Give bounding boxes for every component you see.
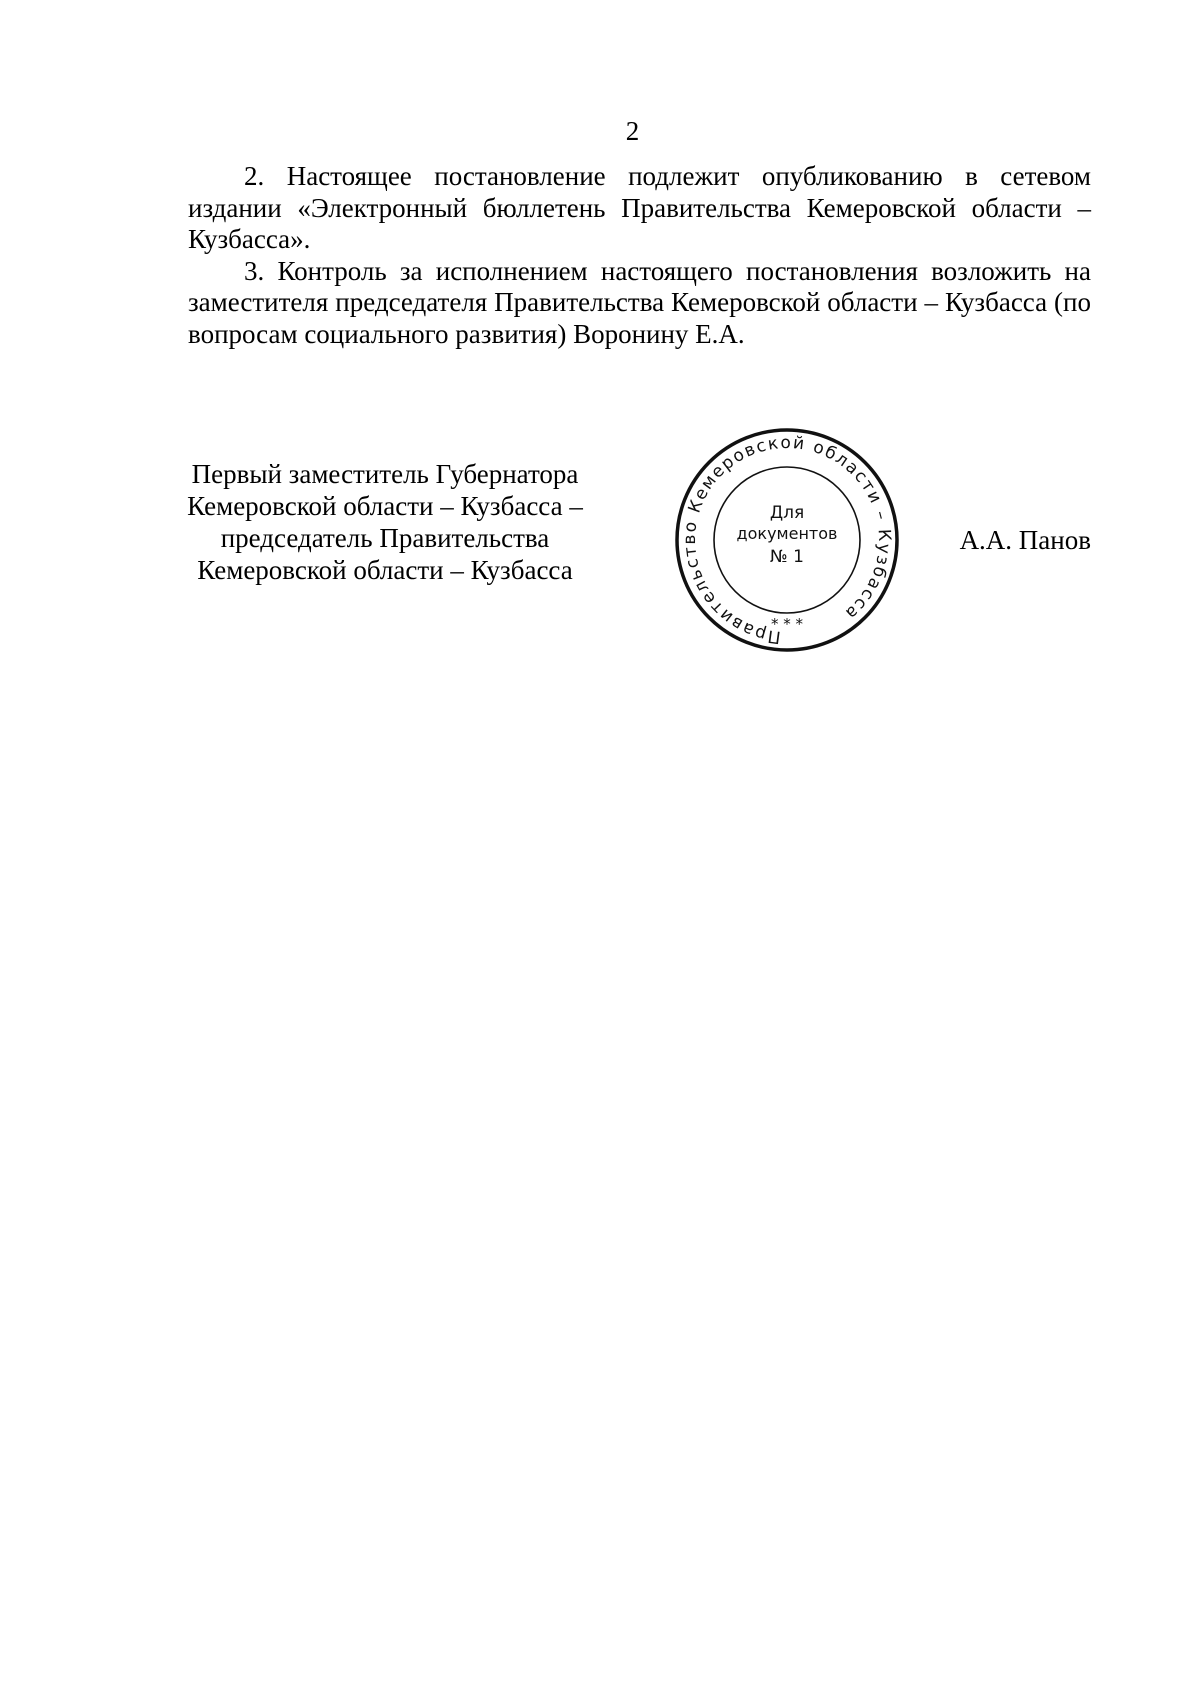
signatory-name: А.А. Панов (959, 525, 1091, 555)
position-line: Кемеровской области – Кузбасса (197, 555, 573, 585)
seal-stars: * * * (770, 615, 804, 633)
seal-ring-text: Правительство Кемеровской области – Кузбасса (680, 432, 895, 647)
position-line: Кемеровской области – Кузбасса – (187, 491, 583, 521)
official-seal-stamp (672, 425, 902, 655)
seal-center-line: № 1 (770, 547, 804, 567)
paragraph-2: 2. Настоящее постановление подлежит опубликованию в сетевом издании «Электронный бюллетень Правительства Кемеровской области – Кузбасса». (188, 161, 1091, 254)
page-number: 2 (625, 116, 640, 146)
seal-center-line: документов (736, 524, 838, 543)
position-line: Первый заместитель Губернатора (191, 459, 579, 489)
seal-center-line: Для (769, 503, 805, 523)
paragraph-3: 3. Контроль за исполнением настоящего постановления возложить на заместителя председателя Правительства Кемеровской области – Кузбасса (по вопросам социального развития) Воронину Е.А. (188, 255, 1091, 349)
signatory-position (160, 458, 610, 586)
document-body (188, 161, 1091, 350)
position-line: председатель Правительства (220, 523, 550, 553)
